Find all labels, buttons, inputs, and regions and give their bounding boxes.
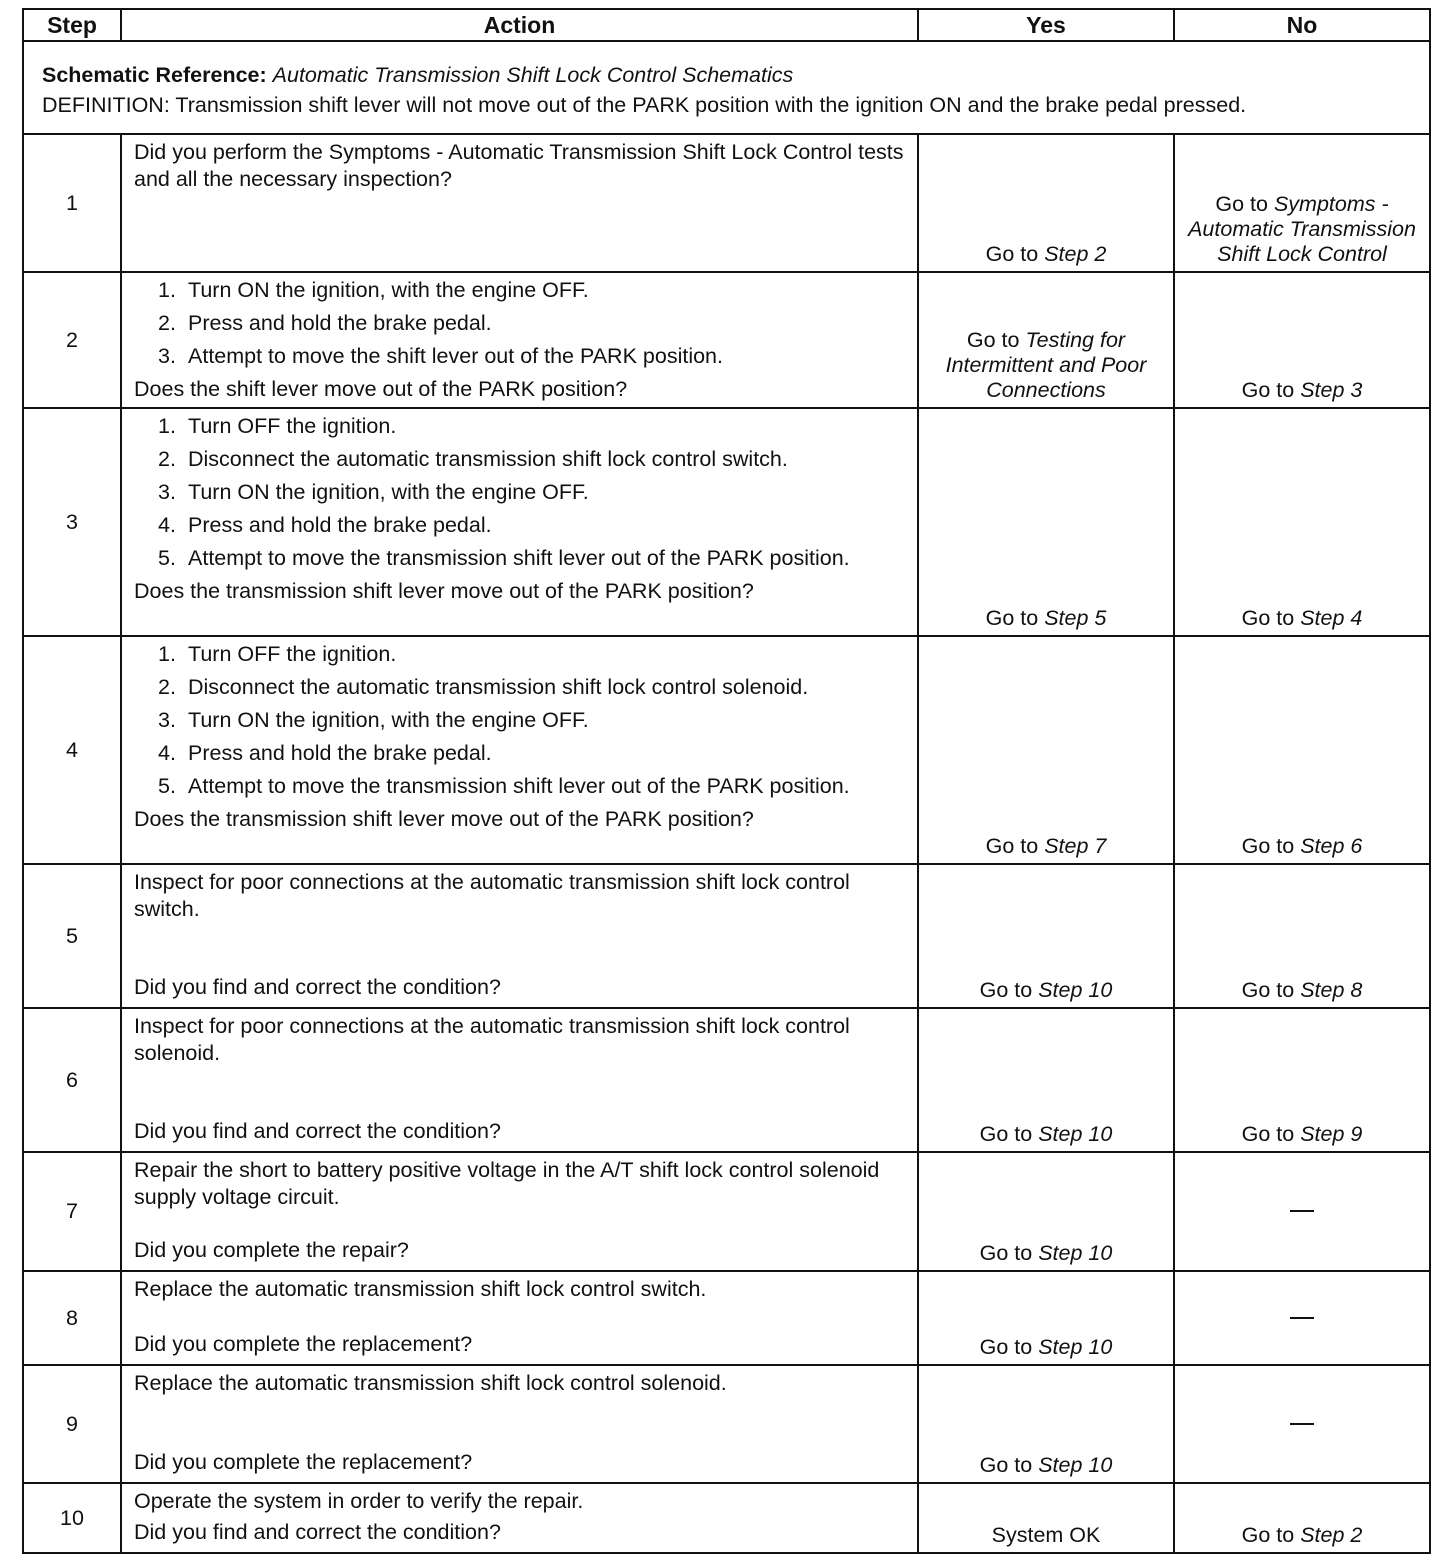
action-step-text: Attempt to move the transmission shift lever out of the PARK position. (188, 546, 850, 570)
action-step-text: Turn ON the ignition, with the engine OFF. (188, 278, 589, 302)
step-10-action-cell (121, 1483, 918, 1553)
step-row (23, 134, 1430, 272)
step-7-yes-cell (918, 1152, 1174, 1271)
definition-text: DEFINITION: Transmission shift lever will not move out of the PARK position with the ignition ON and the brake pedal pressed. (42, 92, 1247, 117)
step-row (23, 1008, 1430, 1152)
action-step (158, 446, 907, 472)
action-step-number: 2. (158, 311, 176, 335)
action-step (158, 641, 907, 667)
goto-link[interactable]: Symptoms - Automatic Transmission Shift Lock Control (1188, 192, 1416, 266)
goto-prefix: Go to (979, 1453, 1033, 1477)
step-4-no-cell (1174, 636, 1430, 864)
step-number: 10 (23, 1483, 121, 1553)
goto-link[interactable]: Step 10 (1038, 1453, 1113, 1477)
action-step-text: Disconnect the automatic transmission shift lock control solenoid. (188, 675, 809, 699)
action-question: Does the transmission shift lever move out of the PARK position? (134, 579, 754, 603)
schematic-row (23, 41, 1430, 134)
action-step (158, 674, 907, 700)
goto-link[interactable]: Step 7 (1044, 834, 1107, 858)
goto-prefix: Go to (1241, 1122, 1295, 1146)
action-steps-list (134, 641, 907, 806)
action-step-number: 4. (158, 513, 176, 537)
step-number: 2 (23, 272, 121, 408)
step-1-yes-cell (918, 134, 1174, 272)
action-step-text: Disconnect the automatic transmission shift lock control switch. (188, 447, 788, 471)
action-text: Repair the short to battery positive voltage in the A/T shift lock control solenoid supply voltage circuit. (134, 1158, 880, 1209)
step-8-action-cell (121, 1271, 918, 1365)
step-5-action-cell (121, 864, 918, 1008)
goto-prefix: Go to (979, 1122, 1033, 1146)
step-2-yes-cell (918, 272, 1174, 408)
step-1-no-cell (1174, 134, 1430, 272)
action-step (158, 343, 907, 369)
action-text: Inspect for poor connections at the automatic transmission shift lock control switch. (134, 870, 850, 921)
action-text: Replace the automatic transmission shift lock control solenoid. (134, 1371, 727, 1395)
goto-prefix: Go to (979, 978, 1033, 1002)
goto-prefix: Go to (1241, 606, 1295, 630)
action-step-number: 1. (158, 414, 176, 438)
step-4-action-cell (121, 636, 918, 864)
step-6-yes-cell (918, 1008, 1174, 1152)
action-question: Does the transmission shift lever move out of the PARK position? (134, 807, 754, 831)
schematic-cell (23, 41, 1430, 134)
action-step-number: 1. (158, 642, 176, 666)
goto-link[interactable]: Step 6 (1300, 834, 1363, 858)
step-number: 6 (23, 1008, 121, 1152)
action-step (158, 479, 907, 505)
action-step (158, 512, 907, 538)
action-question: Did you complete the replacement? (134, 1450, 473, 1474)
step-10-no-cell (1174, 1483, 1430, 1553)
step-9-action-cell (121, 1365, 918, 1483)
header-yes: Yes (918, 9, 1174, 41)
schematic-reference (42, 60, 1417, 91)
step-6-no-cell (1174, 1008, 1430, 1152)
step-2-no-cell (1174, 272, 1430, 408)
header-row (23, 9, 1430, 41)
action-step-text: Press and hold the brake pedal. (188, 741, 492, 765)
step-1-action-cell (121, 134, 918, 272)
goto-prefix: Go to (985, 242, 1039, 266)
action-question: Did you find and correct the condition? (134, 1520, 501, 1544)
goto-link[interactable]: Step 10 (1038, 1122, 1113, 1146)
goto-prefix: Go to (979, 1241, 1033, 1265)
goto-link[interactable]: Testing for Intermittent and Poor Connections (945, 328, 1147, 402)
diagnostic-table (22, 8, 1431, 1554)
action-step-number: 3. (158, 480, 176, 504)
step-number: 4 (23, 636, 121, 864)
step-3-no-cell (1174, 408, 1430, 636)
step-row (23, 1483, 1430, 1553)
goto-prefix: Go to (985, 834, 1039, 858)
action-step-number: 5. (158, 774, 176, 798)
step-row (23, 272, 1430, 408)
action-step-number: 3. (158, 344, 176, 368)
goto-link[interactable]: Step 10 (1038, 978, 1113, 1002)
goto-link[interactable]: Step 2 (1300, 1523, 1363, 1547)
action-step (158, 773, 907, 799)
schematic-link[interactable]: Automatic Transmission Shift Lock Control Schematics (272, 62, 794, 87)
step-number: 3 (23, 408, 121, 636)
action-step-number: 1. (158, 278, 176, 302)
step-row (23, 1365, 1430, 1483)
action-question: Did you complete the repair? (134, 1238, 409, 1262)
action-step-number: 5. (158, 546, 176, 570)
header-no: No (1174, 9, 1430, 41)
step-row (23, 864, 1430, 1008)
action-step-text: Turn ON the ignition, with the engine OFF. (188, 480, 589, 504)
action-step (158, 310, 907, 336)
goto-link[interactable]: Step 9 (1300, 1122, 1363, 1146)
action-text: Operate the system in order to verify the repair. (134, 1489, 584, 1513)
action-steps-list (134, 277, 907, 376)
goto-link[interactable]: Step 4 (1300, 606, 1363, 630)
goto-prefix: Go to (1215, 192, 1268, 216)
step-5-yes-cell (918, 864, 1174, 1008)
action-step-number: 3. (158, 708, 176, 732)
action-steps-list (134, 413, 907, 578)
action-question: Did you find and correct the condition? (134, 975, 501, 999)
goto-link[interactable]: Step 10 (1038, 1335, 1113, 1359)
action-question: Did you find and correct the condition? (134, 1119, 501, 1143)
action-step-text: Attempt to move the shift lever out of the PARK position. (188, 344, 723, 368)
step-3-action-cell (121, 408, 918, 636)
step-9-no-cell (1174, 1365, 1430, 1483)
action-step-text: Turn ON the ignition, with the engine OFF. (188, 708, 589, 732)
header-action: Action (121, 9, 918, 41)
action-text: Did you perform the Symptoms - Automatic Transmission Shift Lock Control tests and all the necessary inspection? (134, 140, 904, 191)
goto-prefix: Go to (1241, 378, 1295, 402)
goto-link[interactable]: Step 8 (1300, 978, 1363, 1002)
goto-prefix: Go to (1241, 978, 1295, 1002)
result-text: System OK (991, 1523, 1101, 1547)
action-step-number: 2. (158, 447, 176, 471)
action-step-number: 4. (158, 741, 176, 765)
action-step-text: Press and hold the brake pedal. (188, 513, 492, 537)
goto-prefix: Go to (985, 606, 1039, 630)
goto-prefix: Go to (979, 1335, 1033, 1359)
step-4-yes-cell (918, 636, 1174, 864)
action-step-number: 2. (158, 675, 176, 699)
goto-link[interactable]: Step 5 (1044, 606, 1107, 630)
step-number: 8 (23, 1271, 121, 1365)
action-step (158, 545, 907, 571)
action-step (158, 740, 907, 766)
action-question: Does the shift lever move out of the PARK position? (134, 377, 628, 401)
action-step-text: Turn OFF the ignition. (188, 642, 397, 666)
step-7-no-cell (1174, 1152, 1430, 1271)
step-8-yes-cell (918, 1271, 1174, 1365)
step-number: 1 (23, 134, 121, 272)
action-step (158, 277, 907, 303)
step-number: 9 (23, 1365, 121, 1483)
action-step-text: Press and hold the brake pedal. (188, 311, 492, 335)
step-7-action-cell (121, 1152, 918, 1271)
goto-prefix: Go to (966, 328, 1020, 352)
goto-link[interactable]: Step 2 (1044, 242, 1107, 266)
goto-prefix: Go to (1241, 1523, 1295, 1547)
not-applicable-dash (1290, 1317, 1314, 1319)
goto-link[interactable]: Step 10 (1038, 1241, 1113, 1265)
action-step-text: Turn OFF the ignition. (188, 414, 397, 438)
step-5-no-cell (1174, 864, 1430, 1008)
schematic-label: Schematic Reference: (42, 62, 267, 87)
action-text: Inspect for poor connections at the automatic transmission shift lock control solenoid. (134, 1014, 850, 1065)
not-applicable-dash (1290, 1210, 1314, 1212)
not-applicable-dash (1290, 1423, 1314, 1425)
goto-link[interactable]: Step 3 (1300, 378, 1363, 402)
step-row (23, 1271, 1430, 1365)
goto-prefix: Go to (1241, 834, 1295, 858)
header-step: Step (23, 9, 121, 41)
step-2-action-cell (121, 272, 918, 408)
step-number: 7 (23, 1152, 121, 1271)
action-step-text: Attempt to move the transmission shift lever out of the PARK position. (188, 774, 850, 798)
step-row (23, 1152, 1430, 1271)
step-10-yes-cell (918, 1483, 1174, 1553)
step-number: 5 (23, 864, 121, 1008)
action-step (158, 707, 907, 733)
step-8-no-cell (1174, 1271, 1430, 1365)
step-row (23, 636, 1430, 864)
action-step (158, 413, 907, 439)
action-question: Did you complete the replacement? (134, 1332, 473, 1356)
step-9-yes-cell (918, 1365, 1174, 1483)
action-text: Replace the automatic transmission shift lock control switch. (134, 1277, 707, 1301)
step-3-yes-cell (918, 408, 1174, 636)
step-row (23, 408, 1430, 636)
step-6-action-cell (121, 1008, 918, 1152)
